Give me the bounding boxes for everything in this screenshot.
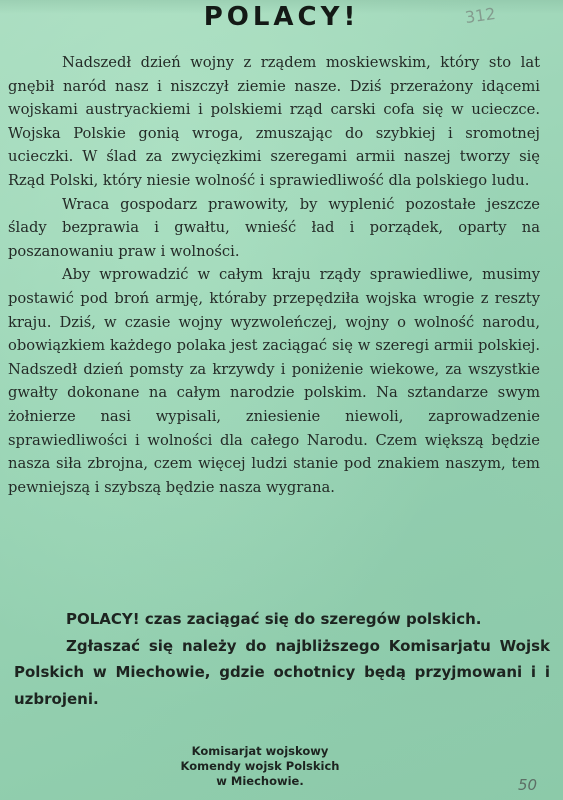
paragraph-3: Aby wprowadzić w całym kraju rządy sprawiedliwe, musimy postawić pod broń armję, któraby przepędziła wojska wrogie z reszty kraju. Dziś, w czasie wojny wyzwoleńczej, wojny o wolność narodu, obowiązkiem każdego polaka jest zaciągać się w szeregi armii polskiej. Nadszedł dzień pomsty za krzywdy i poniżenie wiekowe, za wszystkie gwałty dokonane na całym narodzie polskim. Na sztandarze swym żołnierze nasi wypisali, zniesienie niewoli, zaprowadzenie sprawiedliwości i wolności dla całego Narodu. Czem większą będzie nasza siła zbrojna, czem więcej ludzi stanie pod znakiem naszym, tem pewniejszą i szybszą będzie nasza wygrana. bbox=[8, 266, 540, 496]
paragraph-2: Wraca gospodarz prawowity, by wyplenić pozostałe jeszcze ślady bezprawia i gwałtu, wnieść ład i porządek, oparty na poszanowaniu praw i wolności. bbox=[8, 195, 540, 260]
signature-block bbox=[150, 744, 370, 790]
appeal-line-1: POLACY! czas zaciągać się do szeregów polskich. bbox=[66, 610, 482, 628]
enlistment-appeal bbox=[14, 606, 550, 712]
page-number-mark: 50 bbox=[518, 776, 538, 794]
signature-line-3: w Miechowie. bbox=[216, 774, 304, 789]
archive-number-mark: 312 bbox=[463, 3, 497, 28]
poster-title: POLACY! bbox=[203, 2, 360, 32]
appeal-line-2: Zgłaszać się należy do najbliższego Komisarjatu Wojsk Polskich w Miechowie, gdzie ochotnicy będą przyjmowani i i uzbrojeni. bbox=[14, 636, 550, 708]
signature-line-2: Komendy wojsk Polskich bbox=[180, 759, 340, 774]
proclamation-body bbox=[8, 51, 540, 499]
paragraph-1: Nadszedł dzień wojny z rządem moskiewskim, który sto lat gnębił naród nasz i niszczył ziemie nasze. Dziś przerażony idącemi wojskami austryackiemi i polskiemi rząd carski cofa się w ucieczce. Wojska Polskie gonią wroga, zmuszając do szybkiej i sromotnej ucieczki. W ślad za zwycięzkimi szeregami armii naszej tworzy się Rząd Polski, który niesie wolność i sprawiedliwość dla polskiego ludu. bbox=[8, 54, 540, 189]
signature-line-1: Komisarjat wojskowy bbox=[191, 744, 329, 758]
